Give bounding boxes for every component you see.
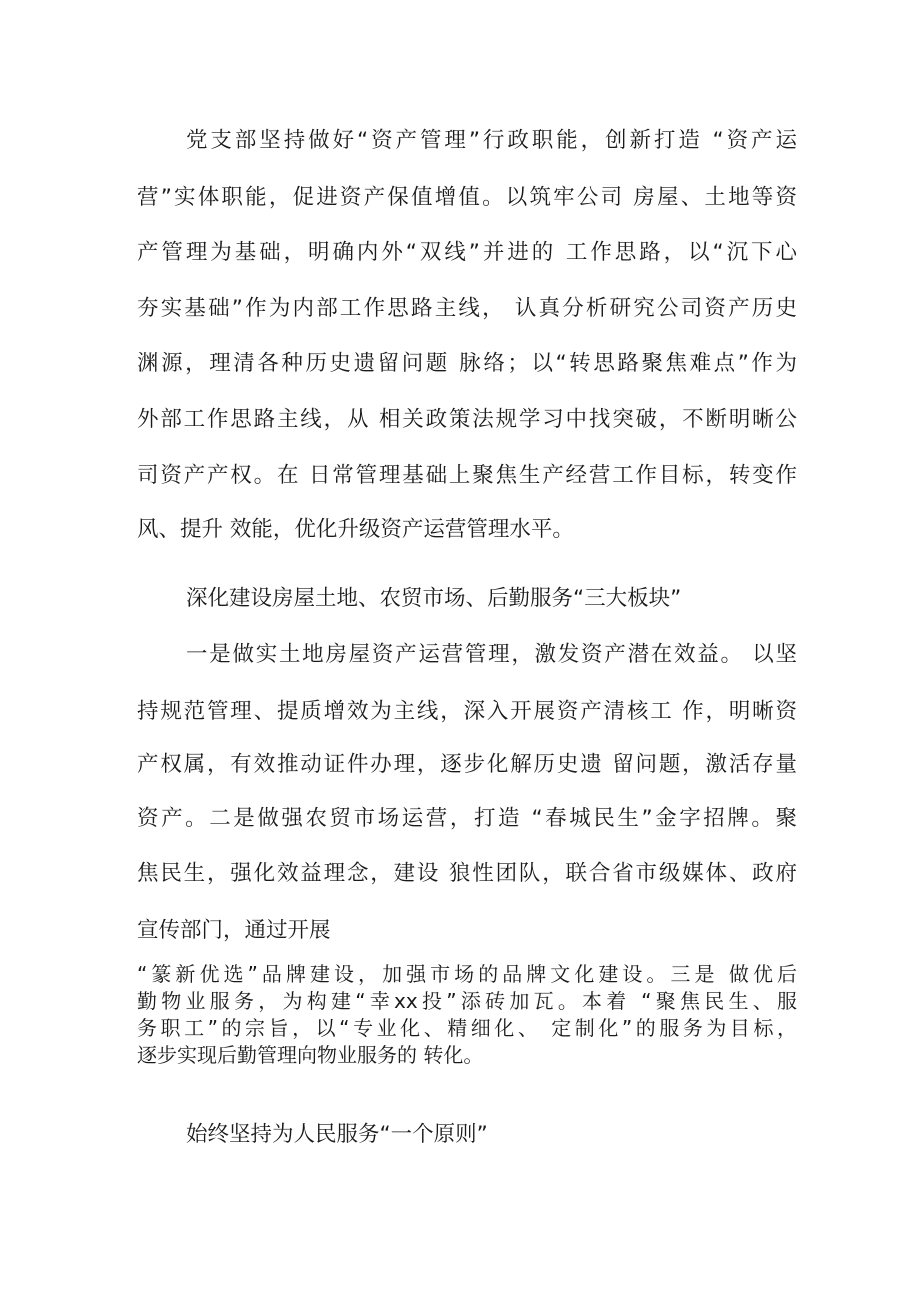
text-line: 焦民生，强化效益理念，建设 狼性团队，联合省市级媒体、政府 xyxy=(137,861,797,886)
text-line: 持规范管理、提质增效为主线，深入开展资产清核工 作，明晰资 xyxy=(137,699,797,724)
text-line: “篆新优选”品牌建设，加强市场的品牌文化建设。三是 做优后 xyxy=(137,962,797,986)
text-line: 夯实基础”作为内部工作思路主线， 认真分析研究公司资产历史 xyxy=(137,296,797,321)
text-line: 资产。二是做强农贸市场运营，打造 “春城民生”金字招牌。聚 xyxy=(137,806,797,831)
text-line: 风、提升 效能，优化升级资产运营管理水平。 xyxy=(137,517,574,542)
text-line: 产管理为基础，明确内外“双线”并进的 工作思路，以“沉下心 xyxy=(137,240,797,265)
text-line: 一是做实土地房屋资产运营管理，激发资产潜在效益。 以坚 xyxy=(186,642,797,667)
text-line: 产权属，有效推动证件办理，逐步化解历史遗 留问题，激活存量 xyxy=(137,752,797,777)
text-line: 营”实体职能，促进资产保值增值。以筑牢公司 房屋、土地等资 xyxy=(137,185,797,210)
text-line: 司资产产权。在 日常管理基础上聚焦生产经营工作目标，转变作 xyxy=(137,463,797,488)
text-line: 党支部坚持做好“资产管理”行政职能，创新打造 “资产运 xyxy=(186,128,797,153)
section-heading: 始终坚持为人民服务“一个原则” xyxy=(186,1122,488,1147)
text-line: 渊源，理清各种历史遗留问题 脉络；以“转思路聚焦难点”作为 xyxy=(137,351,797,376)
text-line: 宣传部门，通过开展 xyxy=(137,918,331,943)
text-line: 外部工作思路主线，从 相关政策法规学习中找突破，不断明晰公 xyxy=(137,407,797,432)
text-line: 勤物业服务，为构建“幸xx投”添砖加瓦。本着 “聚焦民生、服 xyxy=(137,989,797,1013)
text-line: 逐步实现后勤管理向物业服务的 转化。 xyxy=(137,1043,484,1067)
section-heading: 深化建设房屋土地、农贸市场、后勤服务“三大板块” xyxy=(186,586,682,611)
text-line: 务职工”的宗旨，以“专业化、精细化、 定制化”的服务为目标， xyxy=(137,1016,797,1040)
